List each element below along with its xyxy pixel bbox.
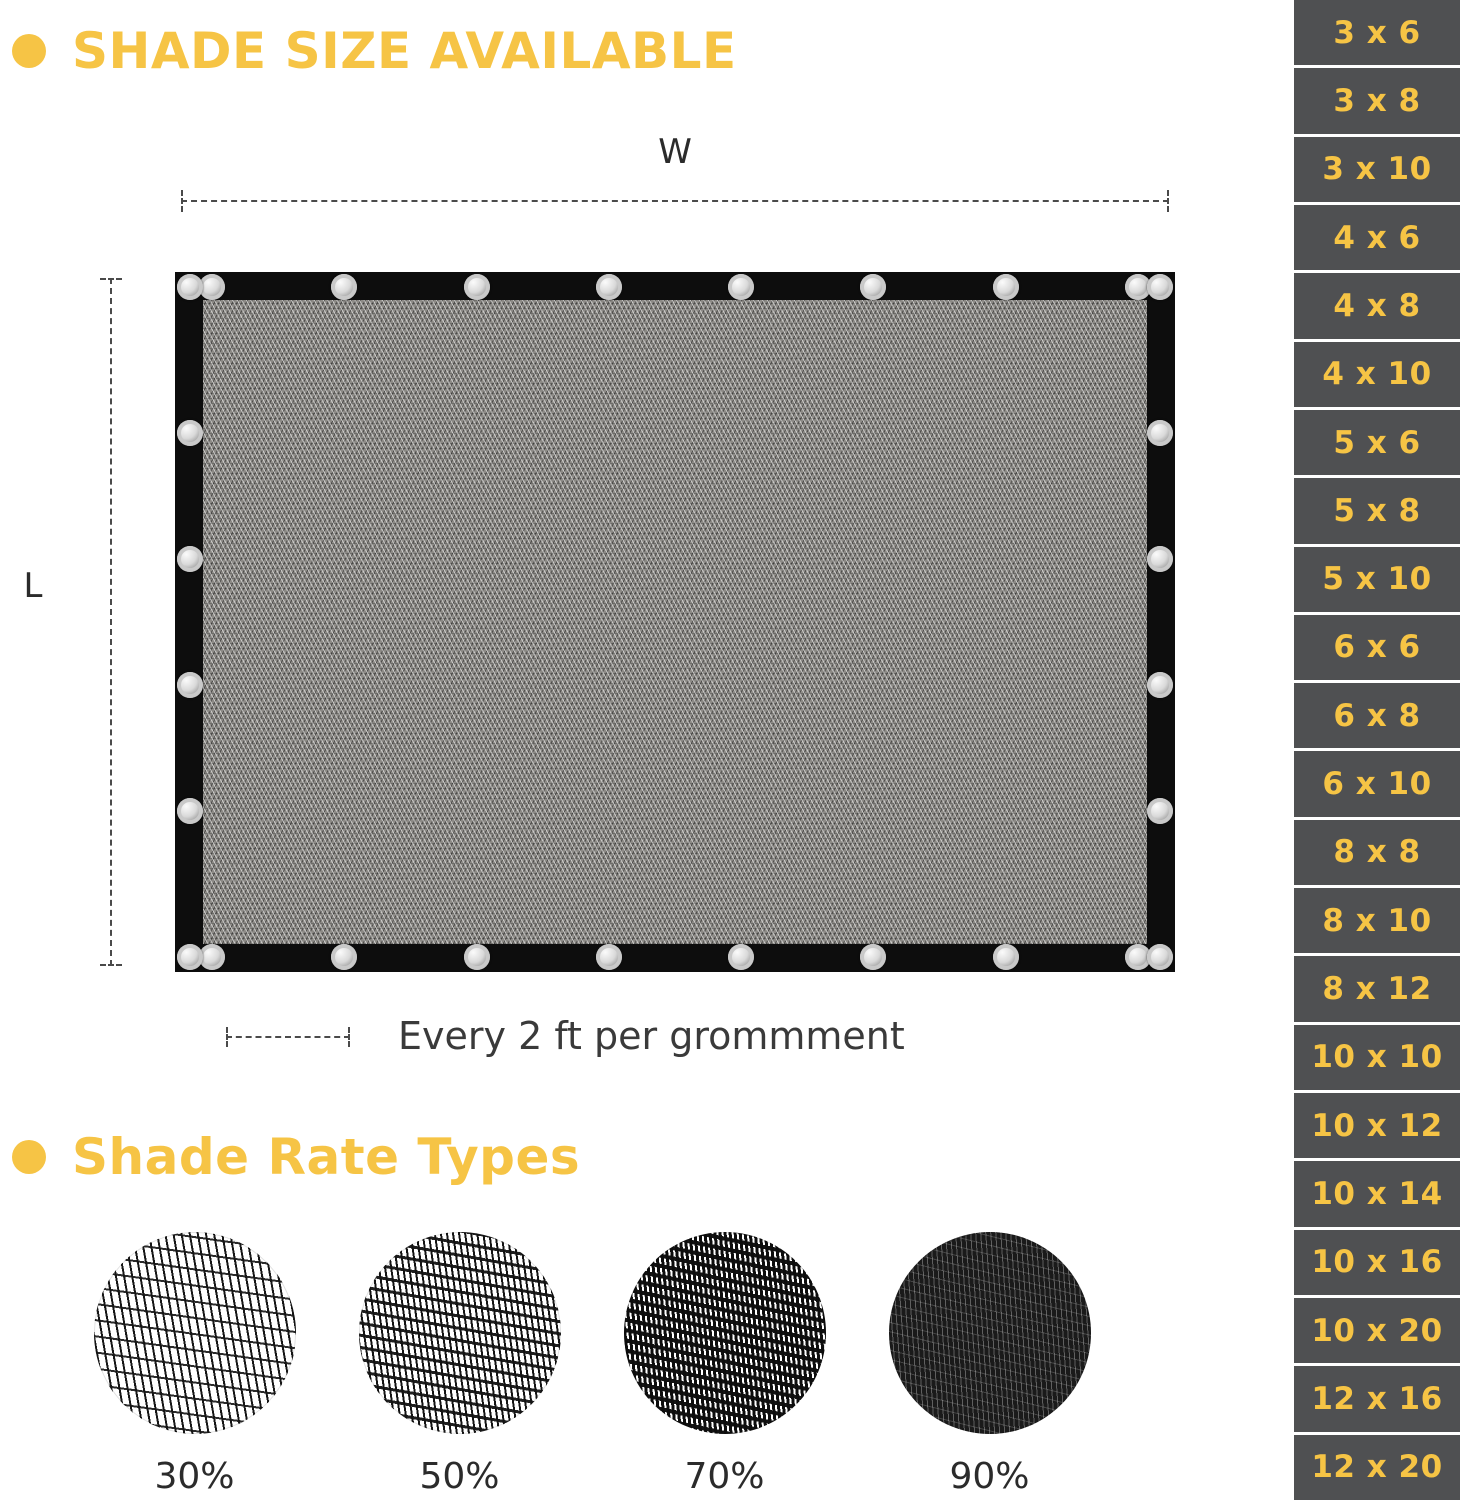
shade-rate-swatch-icon (889, 1232, 1091, 1434)
size-chip[interactable]: 4 x 10 (1294, 342, 1460, 407)
size-chip[interactable]: 10 x 20 (1294, 1298, 1460, 1363)
grommet-icon (177, 798, 203, 824)
grommet-icon (464, 944, 490, 970)
grommet-icon (177, 944, 203, 970)
grommet-icon (728, 274, 754, 300)
shade-rate-item (857, 1232, 1122, 1502)
grommet-icon (860, 274, 886, 300)
size-chip[interactable]: 3 x 6 (1294, 0, 1460, 65)
size-chip[interactable]: 10 x 16 (1294, 1230, 1460, 1295)
width-dimension-line (175, 190, 1175, 212)
size-chip[interactable]: 5 x 8 (1294, 478, 1460, 543)
size-chip[interactable]: 10 x 10 (1294, 1025, 1460, 1090)
tarp-mesh-fabric (203, 300, 1147, 944)
grommet-spacing-cap-right (348, 1027, 350, 1047)
size-chip[interactable]: 8 x 8 (1294, 820, 1460, 885)
size-chip[interactable]: 6 x 6 (1294, 615, 1460, 680)
grommet-spacing-note (222, 1014, 905, 1058)
size-chip[interactable]: 3 x 10 (1294, 137, 1460, 202)
grommet-spacing-measure (222, 1025, 354, 1047)
grommet-icon (1147, 546, 1173, 572)
grommet-icon (177, 420, 203, 446)
grommet-icon (993, 944, 1019, 970)
shade-rate-label: 30% (154, 1456, 235, 1497)
size-chip[interactable]: 10 x 14 (1294, 1161, 1460, 1226)
shade-rate-item (592, 1232, 857, 1502)
bullet-dot-icon (12, 34, 46, 68)
grommet-icon (177, 274, 203, 300)
shade-rate-label: 50% (419, 1456, 500, 1497)
grommet-icon (728, 944, 754, 970)
grommet-icon (860, 944, 886, 970)
shade-size-heading-label: SHADE SIZE AVAILABLE (72, 22, 737, 80)
size-chip[interactable]: 3 x 8 (1294, 68, 1460, 133)
grommet-icon (464, 274, 490, 300)
size-chip[interactable]: 6 x 10 (1294, 751, 1460, 816)
shade-rate-item (327, 1232, 592, 1502)
length-dimension-cap-bottom (100, 964, 122, 966)
grommet-icon (1147, 798, 1173, 824)
width-dimension-label: W (658, 132, 692, 172)
shade-rate-item (62, 1232, 327, 1502)
shade-rate-heading-label: Shade Rate Types (72, 1128, 581, 1186)
grommet-icon (331, 274, 357, 300)
size-chip[interactable]: 5 x 6 (1294, 410, 1460, 475)
shade-size-heading (12, 22, 737, 80)
shade-rate-swatch-icon (624, 1232, 826, 1434)
length-dimension-dashes (110, 278, 112, 966)
width-dimension-dashes (181, 200, 1169, 202)
size-chip[interactable]: 5 x 10 (1294, 547, 1460, 612)
grommet-icon (993, 274, 1019, 300)
grommet-icon (1147, 944, 1173, 970)
size-chip[interactable]: 8 x 12 (1294, 956, 1460, 1021)
grommet-spacing-label: Every 2 ft per grommment (398, 1014, 905, 1058)
shade-rate-swatch-icon (359, 1232, 561, 1434)
grommet-icon (177, 546, 203, 572)
length-dimension-label: L (23, 566, 43, 606)
grommet-icon (177, 672, 203, 698)
size-chip[interactable]: 8 x 10 (1294, 888, 1460, 953)
shade-rate-swatch-list (62, 1232, 1122, 1502)
size-chip[interactable]: 12 x 16 (1294, 1366, 1460, 1431)
grommet-icon (596, 274, 622, 300)
shade-rate-swatch-icon (94, 1232, 296, 1434)
shade-rate-heading (12, 1128, 580, 1186)
length-dimension-line (100, 272, 122, 972)
size-chip[interactable]: 10 x 12 (1294, 1093, 1460, 1158)
grommet-icon (1147, 274, 1173, 300)
grommet-icon (1147, 672, 1173, 698)
shade-cloth-illustration (175, 272, 1175, 972)
shade-rate-label: 70% (684, 1456, 765, 1497)
bullet-dot-icon (12, 1140, 46, 1174)
shade-rate-label: 90% (949, 1456, 1030, 1497)
grommet-spacing-dashes (226, 1036, 350, 1038)
grommet-icon (596, 944, 622, 970)
size-chip[interactable]: 6 x 8 (1294, 683, 1460, 748)
size-chip[interactable]: 4 x 8 (1294, 273, 1460, 338)
size-chip[interactable]: 12 x 20 (1294, 1435, 1460, 1500)
grommet-icon (1147, 420, 1173, 446)
grommet-icon (331, 944, 357, 970)
available-size-list (1294, 0, 1460, 1500)
size-chip[interactable]: 4 x 6 (1294, 205, 1460, 270)
width-dimension-cap-right (1167, 190, 1169, 212)
